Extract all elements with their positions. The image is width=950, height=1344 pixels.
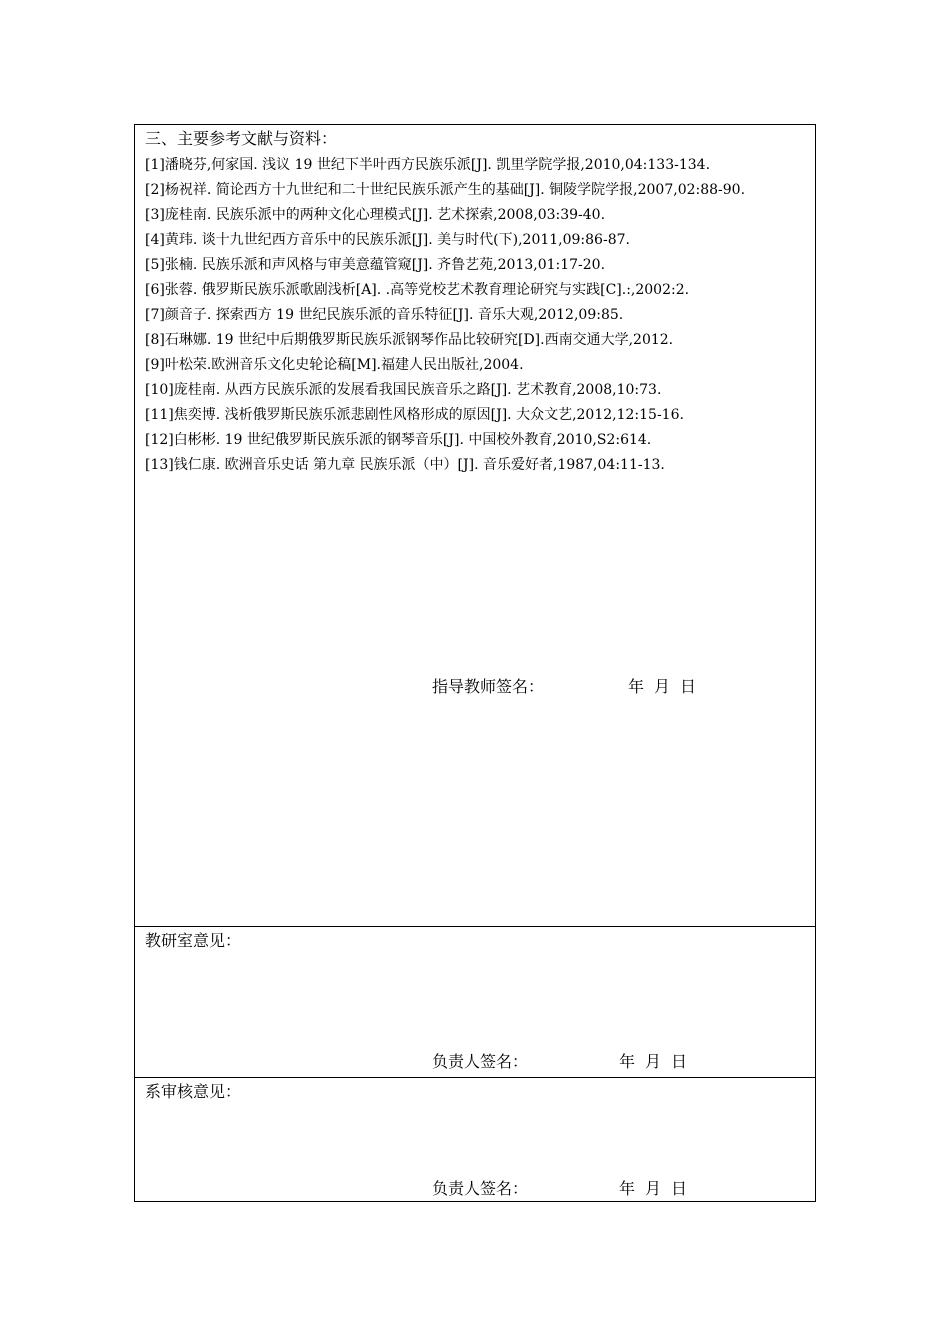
references-list bbox=[145, 153, 807, 478]
date-month: 月 bbox=[645, 1052, 662, 1071]
reference-item: [9]叶松荣.欧洲音乐文化史轮论稿[M].福建人民出版社,2004. bbox=[145, 357, 524, 373]
date-day: 日 bbox=[671, 1052, 688, 1071]
reference-item: [10]庞桂南. 从西方民族乐派的发展看我国民族音乐之路[J]. 艺术教育,2008,10:73. bbox=[145, 382, 662, 398]
reference-item: [1]潘晓芬,何家国. 浅议 19 世纪下半叶西方民族乐派[J]. 凯里学院学报,2010,04:133-134. bbox=[145, 157, 711, 173]
reference-item: [7]颜音子. 探索西方 19 世纪民族乐派的音乐特征[J]. 音乐大观,2012,09:85. bbox=[145, 307, 624, 323]
reference-item: [12]白彬彬. 19 世纪俄罗斯民族乐派的钢琴音乐[J]. 中国校外教育,2010,S2:614. bbox=[145, 432, 652, 448]
department-opinion-cell bbox=[135, 927, 815, 1078]
faculty-signature-date bbox=[619, 1179, 697, 1199]
faculty-review-heading: 系审核意见： bbox=[145, 1082, 242, 1101]
advisor-signature-label: 指导教师签名： bbox=[432, 677, 545, 696]
reference-item: [4]黄玮. 谈十九世纪西方音乐中的民族乐派[J]. 美与时代(下),2011,09:86-87. bbox=[145, 232, 630, 248]
proposal-form-table bbox=[134, 124, 816, 1202]
date-year: 年 bbox=[619, 1179, 636, 1198]
date-day: 日 bbox=[671, 1179, 688, 1198]
reference-item: [5]张楠. 民族乐派和声风格与审美意蕴管窥[J]. 齐鲁艺苑,2013,01:17-20. bbox=[145, 257, 606, 273]
reference-item: [2]杨祝祥. 简论西方十九世纪和二十世纪民族乐派产生的基础[J]. 铜陵学院学报,2007,02:88-90. bbox=[145, 182, 746, 198]
date-year: 年 bbox=[619, 1052, 636, 1071]
references-cell bbox=[135, 125, 815, 927]
reference-item: [6]张蓉. 俄罗斯民族乐派歌剧浅析[A]. .高等党校艺术教育理论研究与实践[C].:,2002:2. bbox=[145, 282, 690, 298]
date-year: 年 bbox=[628, 677, 645, 696]
department-opinion-heading: 教研室意见： bbox=[145, 931, 242, 950]
faculty-signature-label: 负责人签名： bbox=[432, 1179, 529, 1198]
advisor-signature-date bbox=[628, 677, 706, 697]
department-signature-date bbox=[619, 1052, 697, 1072]
reference-item: [8]石琳娜. 19 世纪中后期俄罗斯民族乐派钢琴作品比较研究[D].西南交通大学,2012. bbox=[145, 332, 674, 348]
reference-item: [13]钱仁康. 欧洲音乐史话 第九章 民族乐派（中）[J]. 音乐爱好者,1987,04:11-13. bbox=[145, 457, 665, 473]
date-month: 月 bbox=[645, 1179, 662, 1198]
department-signature-label: 负责人签名： bbox=[432, 1052, 529, 1071]
reference-item: [11]焦奕博. 浅析俄罗斯民族乐派悲剧性风格形成的原因[J]. 大众文艺,2012,12:15-16. bbox=[145, 407, 684, 423]
date-month: 月 bbox=[654, 677, 671, 696]
references-heading: 三、主要参考文献与资料： bbox=[145, 129, 338, 148]
faculty-review-cell bbox=[135, 1078, 815, 1202]
reference-item: [3]庞桂南. 民族乐派中的两种文化心理模式[J]. 艺术探索,2008,03:39-40. bbox=[145, 207, 606, 223]
date-day: 日 bbox=[680, 677, 697, 696]
